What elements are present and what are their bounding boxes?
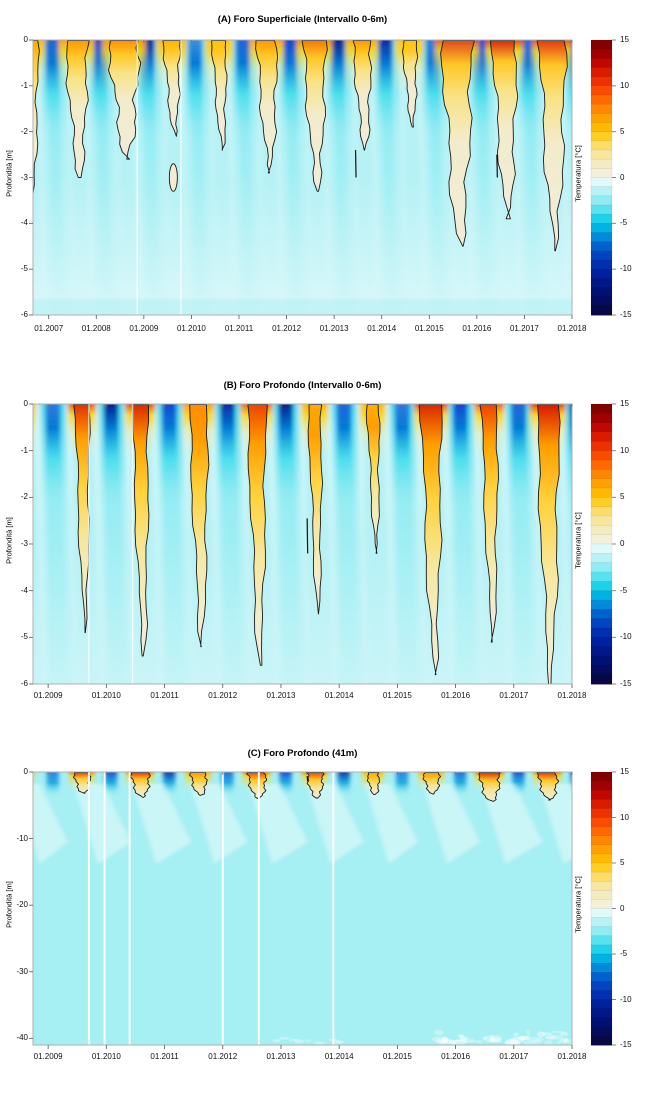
y-tick-label: -4 [20,218,28,228]
colorbar-tick-label: 15 [620,767,629,776]
y-tick-label: -5 [20,632,28,642]
panel-c-colorbar-label: Temperatura [°C] [573,876,583,933]
colorbar-tick-label: 15 [620,35,629,44]
colorbar [591,40,616,315]
colorbar [591,772,616,1045]
colorbar-tick-label: 15 [620,399,629,408]
x-tick-label: 01.2013 [319,324,349,333]
panel-c-ylabel: Profondità [m] [4,881,14,928]
x-tick-label: 01.2015 [382,691,412,700]
x-tick-label: 01.2009 [33,1052,63,1061]
colorbar-tick-label: 5 [620,126,625,136]
x-tick-label: 01.2018 [557,1052,587,1061]
x-tick-label: 01.2011 [150,1052,179,1061]
colorbar-tick-label: 0 [620,539,625,548]
colorbar-tick-label: 10 [620,80,629,90]
x-tick-label: 01.2014 [324,691,354,700]
x-tick-label: 01.2013 [266,691,296,700]
colorbar-tick-label: -10 [620,994,632,1004]
x-tick-label: 01.2012 [208,691,238,700]
x-tick-label: 01.2012 [272,324,302,333]
colorbar-tick-label: -15 [620,310,632,319]
y-tick-label: -5 [20,264,28,274]
x-tick-label: 01.2015 [414,324,444,333]
y-tick-label: -4 [20,585,28,595]
x-tick-label: 01.2008 [81,324,111,333]
colorbar-tick-label: 10 [620,445,629,455]
y-tick-label: -6 [20,679,28,688]
y-tick-label: -40 [16,1033,28,1043]
x-tick-label: 01.2010 [91,691,121,700]
x-tick-label: 01.2007 [34,324,64,333]
y-tick-label: 0 [23,399,28,408]
x-tick-label: 01.2011 [150,691,179,700]
panel-a-colorbar-label: Temperatura [°C] [573,145,583,202]
x-tick-label: 01.2016 [441,691,471,700]
y-tick-label: -20 [16,900,28,910]
x-tick-label: 01.2017 [499,691,529,700]
colorbar-tick-label: 5 [620,858,625,867]
x-tick-label: 01.2014 [324,1052,354,1061]
x-tick-label: 01.2016 [441,1052,471,1061]
panel-b-ylabel: Profondità [m] [4,517,14,564]
y-tick-label: -3 [20,539,28,548]
y-tick-label: -1 [20,445,28,455]
colorbar-tick-label: -5 [620,585,628,595]
y-tick-label: -30 [16,966,28,976]
x-tick-label: 01.2014 [367,324,397,333]
x-tick-label: 01.2018 [557,691,587,700]
y-tick-label: -3 [20,172,28,182]
x-tick-label: 01.2017 [499,1052,529,1061]
panel-b-colorbar-label: Temperatura [°C] [573,512,583,569]
x-tick-label: 01.2017 [509,324,539,333]
y-tick-label: 0 [23,767,28,776]
x-tick-label: 01.2010 [176,324,206,333]
panel-a-ylabel: Profondità [m] [4,150,14,197]
x-tick-label: 01.2015 [382,1052,412,1061]
panel-a-title: (A) Foro Superficiale (Intervallo 0-6m) [217,14,388,25]
x-tick-label: 01.2013 [266,1052,296,1061]
y-tick-label: -1 [20,80,28,90]
colorbar-tick-label: 10 [620,812,629,822]
x-tick-label: 01.2011 [224,324,254,333]
x-tick-label: 01.2016 [462,324,492,333]
colorbar-tick-label: -5 [620,949,628,958]
colorbar-tick-label: -5 [620,218,628,228]
y-tick-label: 0 [23,35,28,44]
colorbar-tick-label: -15 [620,679,632,688]
colorbar-tick-label: 0 [620,903,625,913]
y-tick-label: -6 [20,310,28,319]
colorbar-tick-label: -15 [620,1040,632,1049]
colorbar-tick-label: 0 [620,172,625,182]
x-tick-label: 01.2018 [557,324,587,333]
panel-c-title: (C) Foro Profondo (41m) [247,748,358,759]
colorbar-tick-label: 5 [620,492,625,502]
x-tick-label: 01.2009 [33,691,63,700]
y-tick-label: -2 [20,126,28,136]
x-tick-label: 01.2010 [91,1052,121,1061]
colorbar [591,404,616,684]
x-tick-label: 01.2009 [129,324,159,333]
colorbar-tick-label: -10 [620,264,632,274]
x-tick-label: 01.2012 [208,1052,238,1061]
y-tick-label: -2 [20,492,28,502]
colorbar-tick-label: -10 [620,632,632,642]
y-tick-label: -10 [16,833,28,843]
panel-b-title: (B) Foro Profondo (Intervallo 0-6m) [223,380,382,391]
